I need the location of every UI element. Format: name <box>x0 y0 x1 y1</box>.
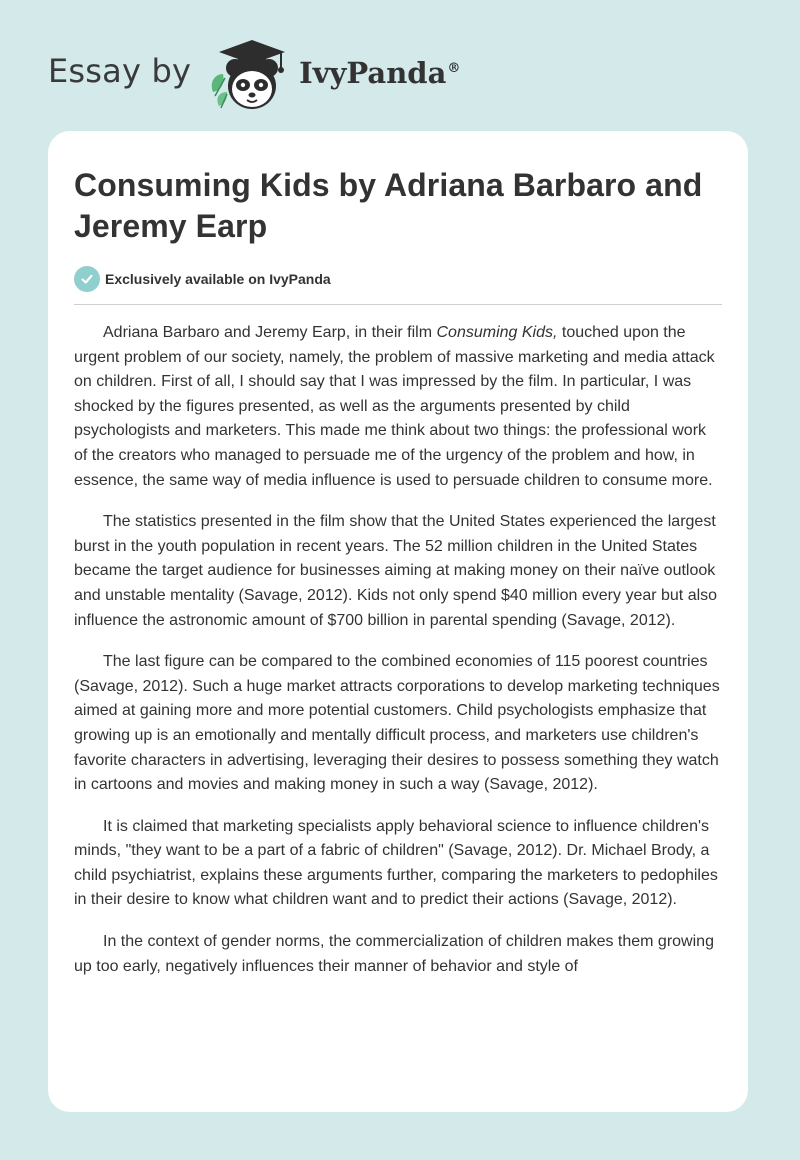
exclusive-badge <box>74 266 722 292</box>
brand-header[interactable] <box>48 34 460 114</box>
paragraph-1-rest: touched upon the urgent problem of our society, namely, the problem of massive marketing and media attack on children. First of all, I should say that I was impressed by the film. In particular, I was shocked by the figures presented, as well as the arguments presented by child psychologists and marketers. This made me think about two things: the professional work of the creators who managed to persuade me of the urgency of the problem and how, in essence, the same way of media influence is used to persuade children to consume more. <box>74 324 715 489</box>
panda-graduate-icon <box>205 34 297 114</box>
paragraph-1-intro: Adriana Barbaro and Jeremy Earp, in their film <box>103 324 437 341</box>
paragraph-4: It is claimed that marketing specialists apply behavioral science to influence children's minds, "they want to be a part of a fabric of children" (Savage, 2012). Dr. Michael Brody, a child psychiatrist, explains these arguments further, comparing the marketers to pedophiles in their desire to know what children want and to predict their actions (Savage, 2012). <box>74 817 718 909</box>
essay-card <box>48 131 748 1112</box>
essay-body <box>74 321 722 979</box>
check-icon <box>74 266 100 292</box>
paragraph-3: The last figure can be compared to the combined economies of 115 poorest countries (Savage, 2012). Such a huge market attracts corporations to develop marketing techniques aimed at gaining more and more potential customers. Child psychologists emphasize that growing up is an emotionally and mentally difficult process, and marketers use children's favorite characters in advertising, leveraging their desires to possess something they watch in cartoons and movies and making money in such a way (Savage, 2012). <box>74 653 720 794</box>
page-title: Consuming Kids by Adriana Barbaro and Jeremy Earp <box>74 167 703 244</box>
brand-name <box>299 56 460 90</box>
badge-text: Exclusively available on IvyPanda <box>105 271 331 287</box>
brand-prefix: Essay by <box>48 52 192 90</box>
paragraph-5: In the context of gender norms, the commercialization of children makes them growing up too early, negatively influences their manner of behavior and style of <box>74 933 714 975</box>
brand-name-text: IvyPanda <box>299 56 447 90</box>
paragraph-1 <box>74 321 722 493</box>
film-title: Consuming Kids, <box>436 324 558 341</box>
divider <box>74 304 722 305</box>
registered-mark: ® <box>447 61 461 77</box>
paragraph-2: The statistics presented in the film show that the United States experienced the largest burst in the youth population in recent years. The 52 million children in the United States became the target audience for businesses aiming at making money on their naïve outlook and unstable mentality (Savage, 2012). Kids not only spend $40 million every year but also influence the astronomic amount of $700 billion in parental spending (Savage, 2012). <box>74 513 718 629</box>
